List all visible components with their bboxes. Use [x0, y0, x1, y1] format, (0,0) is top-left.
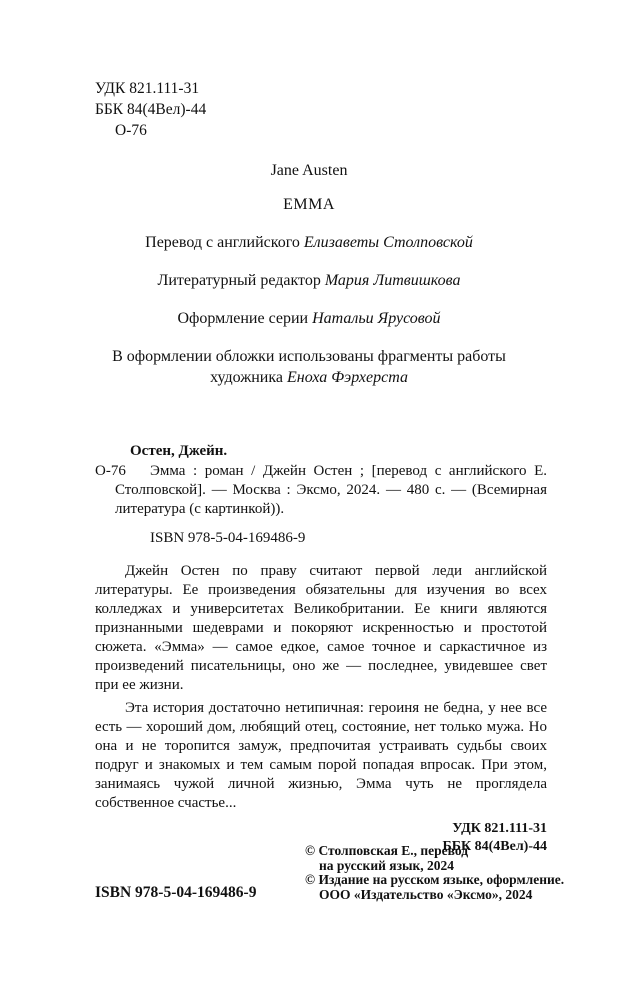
- classification-top-block: [95, 78, 206, 141]
- udc-bottom: УДК 821.111-31: [452, 821, 547, 836]
- copyright-edition-line2: ООО «Издательство «Эксмо», 2024: [319, 886, 533, 902]
- udc-top: УДК 821.111-31: [95, 80, 200, 97]
- translator-credit: [0, 232, 618, 253]
- editor-name: Мария Литвишкова: [324, 272, 461, 289]
- catalog-entry: [95, 462, 547, 519]
- bbk-top: ББК 84(4Вел)-44: [95, 101, 207, 118]
- cover-art-credit-prefix: художника: [210, 369, 287, 386]
- catalog-author-heading: Остен, Джейн.: [130, 443, 228, 459]
- translator-credit-prefix: Перевод с английского: [145, 234, 304, 251]
- series-design-prefix: Оформление серии: [177, 310, 313, 327]
- book-title: EMMA: [283, 196, 335, 213]
- footer-isbn: ISBN 978-5-04-169486-9: [95, 884, 257, 901]
- catalog-isbn: ISBN 978-5-04-169486-9: [150, 530, 306, 546]
- annotation-paragraph-1: Джейн Остен по праву считают первой леди английской литературы. Ее произведения обязательны для изучения во всех колледжах и университетах Великобритании. Ее книги являются признанными шедеврами и покоряют искренностью и простотой сюжета. «Эмма» — самое едкое, самое точное и саркастичное из произведений писательницы, оно же — последнее, увидевшее свет при ее жизни.: [95, 563, 547, 693]
- bbk-bottom: ББК 84(4Вел)-44: [442, 839, 547, 854]
- series-design-credit: [0, 308, 618, 329]
- copyright-edition-line1: © Издание на русском языке, оформление.: [305, 872, 565, 887]
- catalog-author-sign: О-76: [95, 463, 126, 479]
- series-designer-name: Натальи Ярусовой: [312, 310, 441, 327]
- title-block: [0, 160, 618, 388]
- author-sign-top: О-76: [115, 122, 147, 139]
- translator-name: Елизаветы Столповской: [303, 234, 473, 251]
- cover-art-credit-line2: [0, 367, 618, 388]
- annotation-paragraph-2: Эта история достаточно нетипичная: героиня не бедна, у нее все есть — хороший дом, любящий отец, состояние, нет только мужа. Но она и не торопится замуж, предпочитая устраивать судьбы своих подруг и знакомых и тем самым порой попадая впросак. При этом, занимаясь чужой личной жизнью, Эмма чуть не проглядела собственное счастье...: [95, 700, 547, 811]
- book-author: Jane Austen: [270, 162, 348, 179]
- cover-art-credit-line1: В оформлении обложки использованы фрагменты работы: [112, 348, 506, 365]
- catalog-entry-text: Эмма : роман / Джейн Остен ; [перевод с английского Е. Столповской]. — Москва : Эксмо, 2024. — 480 с. — (Всемирная литература (с картинкой)).: [115, 463, 547, 517]
- cover-art-credit: [0, 346, 618, 388]
- cover-artist-name: Еноха Фэрхерста: [287, 369, 408, 386]
- copyright-block: [305, 844, 564, 902]
- editor-credit: [0, 270, 618, 291]
- copyright-translation-line1: © Столповская Е., перевод: [305, 843, 469, 858]
- annotation: [95, 562, 547, 813]
- copyright-translation-line2: на русский язык, 2024: [319, 857, 455, 873]
- editor-credit-prefix: Литературный редактор: [157, 272, 325, 289]
- cataloging-block: [95, 442, 547, 856]
